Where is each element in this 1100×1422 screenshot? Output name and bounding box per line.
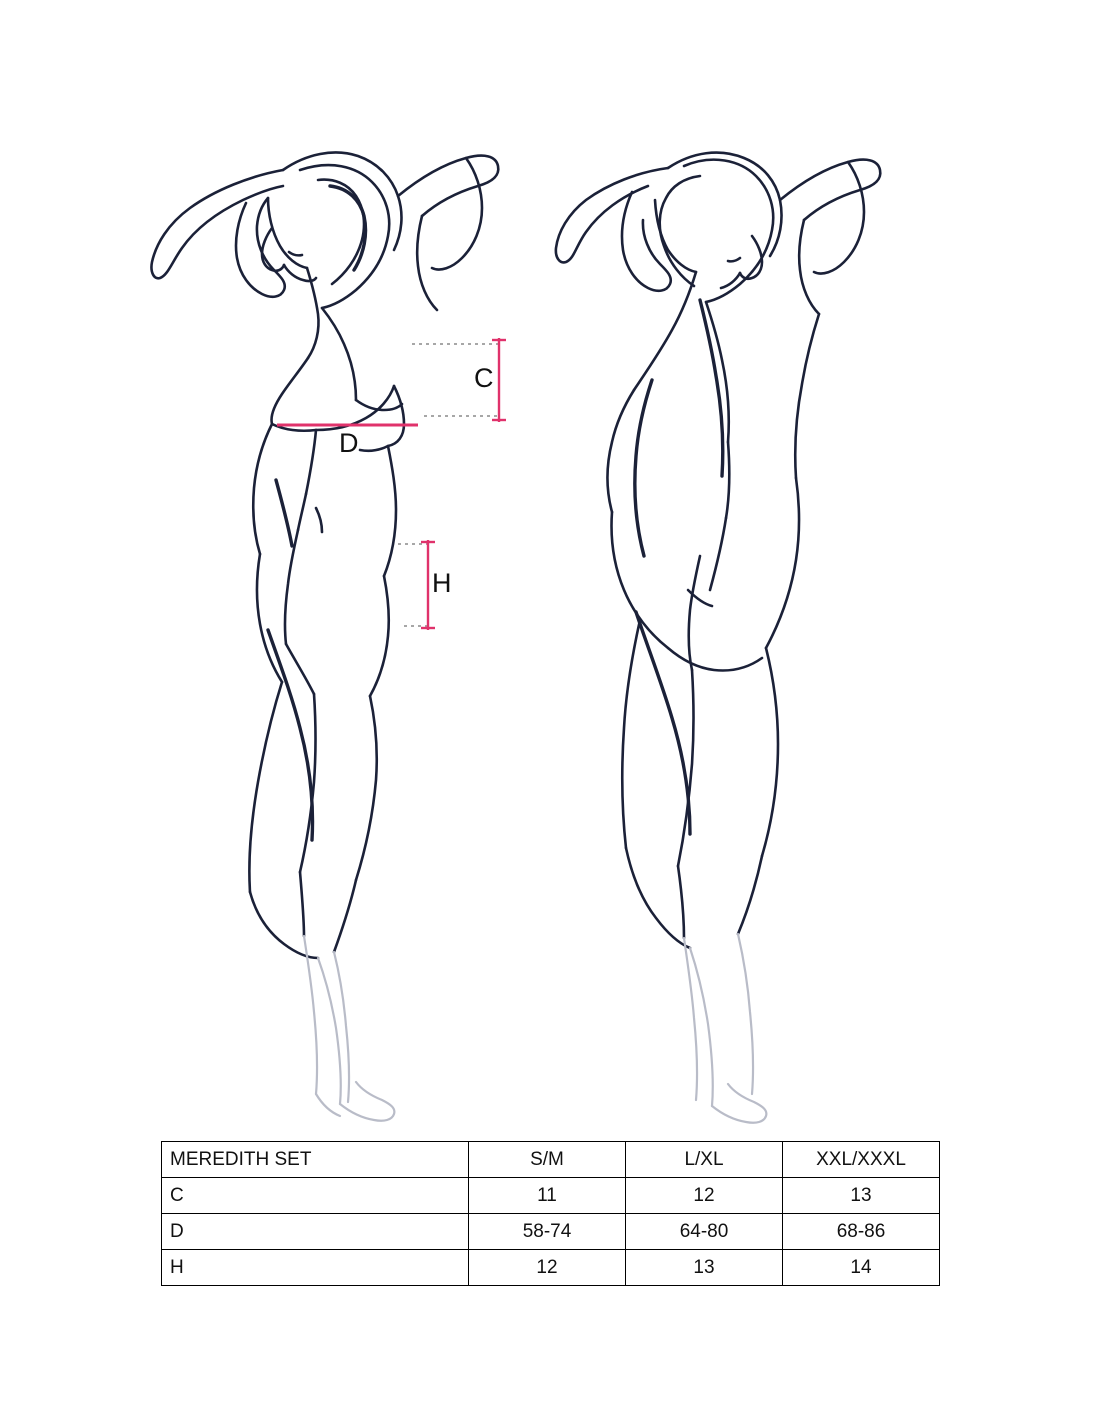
table-row [162,1250,940,1286]
cell-d-sm: 58-74 [469,1214,626,1250]
female-figure-back-outline [556,153,880,1123]
cell-h-lxl: 13 [626,1250,783,1286]
table-header-size-sm: S/M [469,1142,626,1178]
cell-c-xxl: 13 [783,1178,940,1214]
table-header-size-xxl: XXL/XXXL [783,1142,940,1178]
cell-h-sm: 12 [469,1250,626,1286]
table-header-product: MEREDITH SET [162,1142,469,1178]
table-row [162,1178,940,1214]
table-row [162,1214,940,1250]
row-label-d: D [162,1214,469,1250]
row-label-c: C [162,1178,469,1214]
cell-d-xxl: 68-86 [783,1214,940,1250]
cell-c-sm: 11 [469,1178,626,1214]
table-header-row [162,1142,940,1178]
measure-label-c: C [474,363,494,393]
row-label-h: H [162,1250,469,1286]
table-header-size-lxl: L/XL [626,1142,783,1178]
measure-label-h: H [432,568,452,598]
measure-label-d: D [339,428,359,458]
measure-guide-h [398,540,435,630]
cell-d-lxl: 64-80 [626,1214,783,1250]
female-figure-front-outline [151,152,498,1120]
size-chart-table [161,1141,940,1286]
cell-h-xxl: 14 [783,1250,940,1286]
cell-c-lxl: 12 [626,1178,783,1214]
